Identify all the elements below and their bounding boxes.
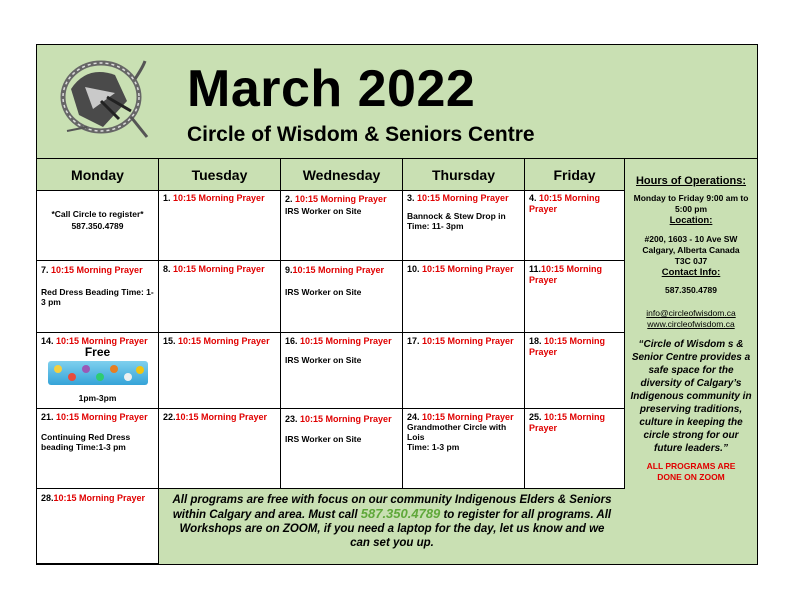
register-note: *Call Circle to register* (51, 209, 144, 219)
day-cell-mar-10 (403, 261, 525, 333)
event-note: IRS Worker on Site (285, 287, 362, 297)
prayer-label: 10:15 Morning Prayer (422, 336, 514, 346)
date-number: 28. (41, 493, 54, 503)
day-cell-mar-16 (281, 333, 403, 409)
programs-note-text-2: to register for all programs. All Workshops are on ZOOM, if you need a laptop for the day, let us know and we can set you up. (179, 509, 612, 549)
prayer-label: 10:15 Morning Prayer (300, 414, 392, 424)
date-number: 23. (285, 414, 298, 424)
day-header-monday: Monday (37, 159, 159, 191)
event-time: 1pm-3pm (78, 393, 117, 403)
day-cell-mar-8 (159, 261, 281, 333)
day-cell-mar-7 (37, 261, 159, 333)
info-sidebar (625, 159, 757, 564)
calendar-header (37, 45, 757, 159)
date-number: 14. (41, 336, 54, 346)
day-header-friday: Friday (525, 159, 625, 191)
day-cell-mar-17 (403, 333, 525, 409)
event-note: Grandmother Circle with Lois (407, 422, 507, 442)
address-line-3: T3C 0J7 (674, 256, 708, 266)
day-cell-mar-28 (37, 489, 159, 564)
day-cell-mar-11 (525, 261, 625, 333)
date-number: 11. (529, 264, 542, 274)
date-number: 17. (407, 336, 420, 346)
programs-note-text-1: All programs are free with focus on our community Indigenous Elders & Seniors within Calgary and area. Must call (172, 494, 612, 521)
date-number: 21. (41, 412, 54, 422)
date-number: 8. (163, 264, 171, 274)
prayer-label: 10:15 Morning Prayer (529, 193, 601, 214)
day-cell-mar-9 (281, 261, 403, 333)
register-phone: 587.350.4789 (71, 221, 124, 231)
event-time: Time: 1-3 pm (407, 442, 460, 452)
date-number: 9. (285, 265, 293, 275)
contact-heading: Contact Info: (661, 267, 721, 278)
mission-statement: “Circle of Wisdom s & Senior Centre provides a safe space for the diversity of Calgary’s Indigenous community in preserving traditions, culture in keeping the circle strong for our future leaders.” (630, 339, 752, 454)
date-number: 1. (163, 193, 171, 203)
date-number: 3. (407, 193, 415, 203)
day-cell-mar-24 (403, 409, 525, 489)
day-header-thursday: Thursday (403, 159, 525, 191)
date-number: 24. (407, 412, 420, 422)
day-header-wednesday: Wednesday (281, 159, 403, 191)
free-label: Free (84, 345, 111, 359)
page-title: March 2022 (187, 60, 476, 118)
day-cell-mar-21 (37, 409, 159, 489)
prayer-label: 10:15 Morning Prayer (295, 194, 387, 204)
day-header-tuesday: Tuesday (159, 159, 281, 191)
date-number: 7. (41, 265, 49, 275)
date-number: 2. (285, 194, 293, 204)
address-line-2: Calgary, Alberta Canada (642, 245, 740, 255)
prayer-label: 10:15 Morning Prayer (292, 265, 385, 275)
prayer-label: 10:15 Morning Prayer (51, 265, 143, 275)
programs-note-phone: 587.350.4789 (360, 506, 441, 521)
calendar-sheet (36, 44, 758, 565)
programs-note (159, 489, 625, 564)
date-number: 10. (407, 264, 420, 274)
event-note: IRS Worker on Site (285, 206, 362, 216)
address-line-1: #200, 1603 - 10 Ave SW (644, 234, 738, 244)
website-link[interactable]: www.circleofwisdom.ca (647, 319, 735, 329)
bingo-clipart-icon (48, 361, 148, 385)
date-number: 15. (163, 336, 176, 346)
event-note: Bannock & Stew Drop in Time: 11- 3pm (407, 211, 506, 231)
hours-heading: Hours of Operations: (635, 175, 746, 187)
day-cell-mar-22 (159, 409, 281, 489)
event-note: IRS Worker on Site (285, 434, 362, 444)
prayer-label: 10:15 Morning Prayer (173, 193, 265, 203)
prayer-label: 10:15 Morning Prayer (529, 412, 606, 433)
prayer-label: 10:15 Morning Prayer (529, 264, 603, 285)
day-cell-mar-4 (525, 191, 625, 261)
day-cell-mar-2 (281, 191, 403, 261)
day-cell-mar-25 (525, 409, 625, 489)
day-cell-mar-23 (281, 409, 403, 489)
date-number: 18. (529, 336, 542, 346)
day-cell-mar-18 (525, 333, 625, 409)
hours-text: Monday to Friday 9:00 am to 5:00 pm (633, 193, 749, 214)
prayer-label: 10:15 Morning Prayer (56, 336, 148, 346)
date-number: 22. (163, 412, 176, 422)
prayer-label: 10:15 Morning Prayer (173, 264, 265, 274)
prayer-label: 10:15 Morning Prayer (56, 412, 148, 422)
date-number: 25. (529, 412, 542, 422)
contact-phone: 587.350.4789 (665, 285, 717, 295)
event-note: Continuing Red Dress beading Time:1-3 pm (41, 432, 131, 452)
prayer-label: 10:15 Morning Prayer (529, 336, 606, 357)
email-link[interactable]: info@circleofwisdom.ca (646, 308, 736, 318)
event-note: IRS Worker on Site (285, 355, 362, 365)
prayer-label: 10:15 Morning Prayer (300, 336, 392, 346)
prayer-label: 10:15 Morning Prayer (175, 412, 268, 422)
prayer-label: 10:15 Morning Prayer (53, 493, 146, 503)
prayer-label: 10:15 Morning Prayer (422, 264, 514, 274)
date-number: 4. (529, 193, 537, 203)
day-cell-mon-w1 (37, 191, 159, 261)
zoom-notice: ALL PROGRAMS ARE DONE ON ZOOM (646, 461, 736, 482)
date-number: 16. (285, 336, 298, 346)
page-subtitle: Circle of Wisdom & Seniors Centre (187, 123, 535, 146)
day-cell-mar-15 (159, 333, 281, 409)
day-cell-mar-3 (403, 191, 525, 261)
prayer-label: 10:15 Morning Prayer (422, 412, 514, 422)
day-cell-mar-14 (37, 333, 159, 409)
event-note: Red Dress Beading Time: 1-3 pm (41, 287, 154, 307)
location-heading: Location: (669, 215, 713, 226)
prayer-label: 10:15 Morning Prayer (178, 336, 270, 346)
dreamcatcher-logo-icon (57, 57, 149, 143)
prayer-label: 10:15 Morning Prayer (417, 193, 509, 203)
day-cell-mar-1 (159, 191, 281, 261)
